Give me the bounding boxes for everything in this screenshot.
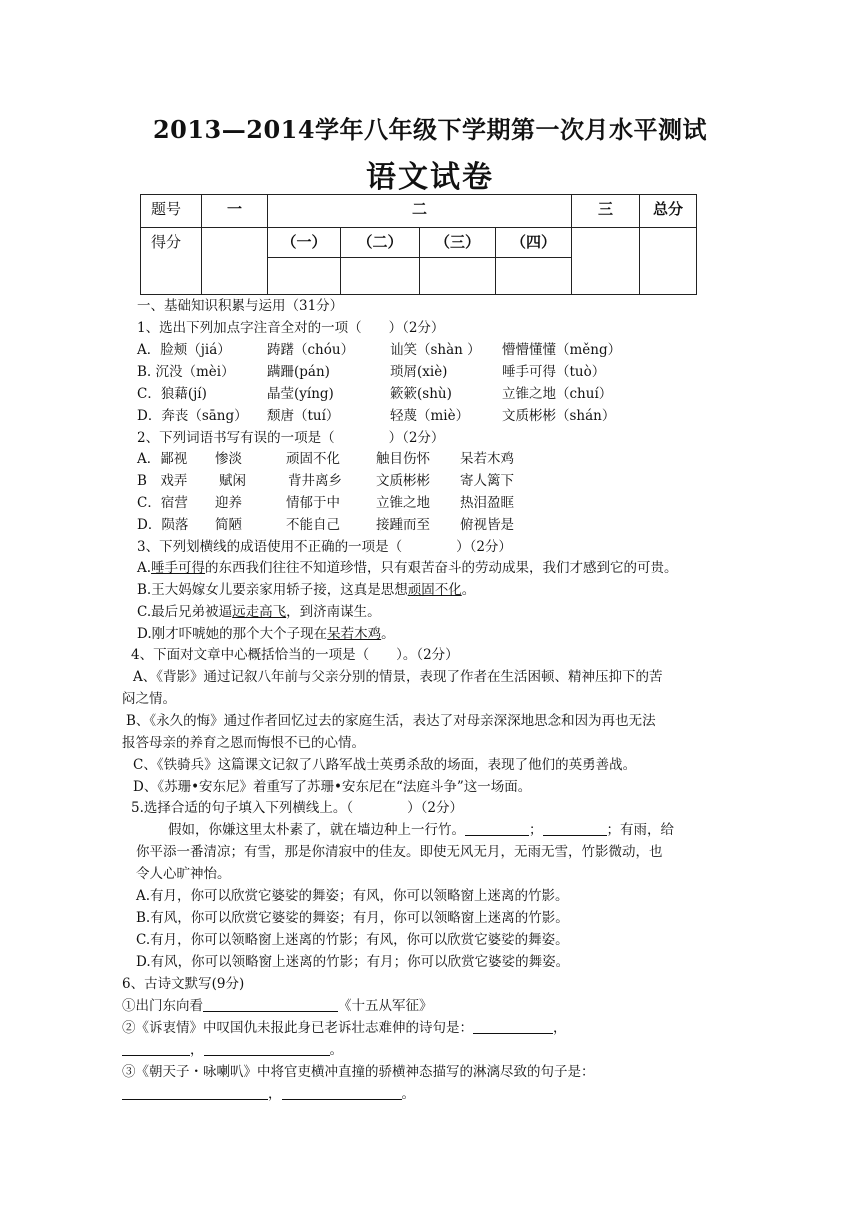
q3-option-c: C.最后兄弟被逼远走高飞，到济南谋生。	[137, 604, 381, 620]
q4-option-b-line2: 报答母亲的养育之恩而悔恨不已的心情。	[122, 735, 365, 751]
score-table-sub-3: （三）	[420, 228, 496, 258]
q1-c-3: 簌簌(shù)	[390, 386, 452, 402]
q2-c-1: C．宿营	[137, 495, 188, 511]
q1-c-2: 晶莹(yíng)	[267, 386, 334, 402]
exam-title: 2013—2014学年八年级下学期第一次月水平测试	[152, 115, 708, 144]
score-table-sub-1: （一）	[268, 228, 341, 258]
q2-a-3: 顽固不化	[286, 451, 340, 467]
q6-item-2-line2: ， 。	[122, 1041, 343, 1059]
q6-item-1: ①出门东向看 《十五从军征》	[122, 998, 433, 1014]
q2-d-3: 不能自己	[286, 517, 340, 533]
q1-a-4: 懵懵懂懂（měng）	[502, 342, 622, 358]
q1-b-1: B. 沉没（mèi）	[137, 364, 235, 380]
q1-b-2: 蹒跚(pán)	[267, 364, 330, 380]
score-table-sub-2: （二）	[341, 228, 420, 258]
score-table-header-1: 一	[202, 195, 268, 228]
q2-a-5: 呆若木鸡	[460, 451, 514, 467]
question-6-stem: 6、古诗文默写(9分)	[122, 976, 245, 992]
answer-blank[interactable]	[543, 821, 607, 836]
q1-a-3: 讪笑（shàn ）	[390, 342, 481, 358]
score-cell-3	[572, 228, 640, 295]
q5-option-a: A.有月，你可以欣赏它婆娑的舞姿；有风，你可以领略窗上迷离的竹影。	[136, 888, 569, 904]
q5-option-d: D.有风，你可以领略窗上迷离的竹影；有月；你可以欣赏它婆娑的舞姿。	[136, 954, 570, 970]
q2-c-3: 情郁于中	[286, 495, 340, 511]
q2-b-1: B 戏弄	[137, 473, 188, 489]
q4-option-c: C、《铁骑兵》这篇课文记叙了八路军战士英勇杀敌的场面，表现了他们的英勇善战。	[133, 757, 637, 773]
q2-d-5: 俯视皆是	[460, 517, 514, 533]
score-table-score-label: 得分	[141, 228, 202, 295]
answer-blank[interactable]	[473, 1019, 553, 1034]
q5-passage-line1: 假如，你嫌这里太朴素了，就在墙边种上一行竹。 ； ；有雨，给	[168, 822, 674, 838]
answer-blank[interactable]	[122, 1041, 190, 1056]
q2-b-4: 文质彬彬	[376, 473, 430, 489]
q1-d-4: 文质彬彬（shán）	[502, 408, 616, 424]
score-cell-2-1	[268, 258, 341, 295]
q1-d-3: 轻蔑（miè）	[390, 408, 470, 424]
q6-item-3-line1: ③《朝天子・咏喇叭》中将官吏横冲直撞的骄横神态描写的淋漓尽致的句子是：	[122, 1064, 595, 1080]
question-4-stem: 4、下面对文章中心概括恰当的一项是（ ）。（2分）	[131, 647, 459, 663]
section-heading: 一、基础知识积累与运用（31分）	[137, 298, 344, 314]
q2-c-2: 迎养	[215, 495, 242, 511]
score-table-header-3: 三	[572, 195, 640, 228]
q2-b-3: 背井离乡	[288, 473, 342, 489]
q4-option-a-line2: 闷之情。	[122, 691, 176, 707]
q1-a-1: A．脸颊（jiá）	[137, 342, 231, 358]
score-table	[140, 194, 697, 295]
q5-passage-line2: 你平添一番清凉；有雪，那是你清寂中的佳友。即使无风无月，无雨无雪，竹影微动，也	[136, 844, 663, 860]
q2-c-4: 立锥之地	[376, 495, 430, 511]
score-cell-1	[202, 228, 268, 295]
q4-option-a-line1: A、《背影》通过记叙八年前与父亲分别的情景，表现了作者在生活困顿、精神压抑下的苦	[133, 669, 663, 685]
score-cell-2-3	[420, 258, 496, 295]
exam-subtitle: 语文试卷	[366, 160, 494, 195]
answer-blank[interactable]	[204, 1041, 330, 1056]
q1-d-1: D．奔丧（sāng）	[137, 408, 248, 424]
score-cell-total	[640, 228, 697, 295]
q1-d-2: 颓唐（tuí）	[267, 408, 340, 424]
score-table-header-num: 题号	[141, 195, 202, 228]
score-table-sub-4: （四）	[496, 228, 572, 258]
answer-blank[interactable]	[282, 1085, 402, 1100]
q1-b-3: 琐屑(xiè)	[390, 364, 448, 380]
q3-option-d: D.刚才吓唬她的那个大个子现在呆若木鸡。	[137, 626, 395, 642]
score-table-header-total: 总分	[640, 195, 697, 228]
q2-b-2: 赋闲	[219, 473, 246, 489]
q3-option-a: A.唾手可得的东西我们往往不知道珍惜，只有艰苦奋斗的劳动成果，我们才感到它的可贵。	[137, 560, 678, 576]
q5-option-c: C.有月，你可以领略窗上迷离的竹影；有风，你可以欣赏它婆娑的舞姿。	[136, 932, 569, 948]
score-cell-2-4	[496, 258, 572, 295]
q1-b-4: 唾手可得（tuò）	[502, 364, 606, 380]
q2-a-4: 触目伤怀	[376, 451, 430, 467]
q6-item-3-line2: ， 。	[122, 1085, 415, 1103]
q4-option-d: D、《苏珊•安东尼》着重写了苏珊•安东尼在“法庭斗争”这一场面。	[133, 779, 532, 795]
q1-a-2: 踌躇（chóu）	[267, 342, 355, 358]
q2-d-1: D．陨落	[137, 517, 189, 533]
q5-passage-line3: 令人心旷神怡。	[136, 866, 231, 882]
score-cell-2-2	[341, 258, 420, 295]
question-1-stem: 1、选出下列加点字注音全对的一项（ ）（2分）	[137, 320, 445, 336]
q5-option-b: B.有风，你可以欣赏它婆娑的舞姿；有月，你可以领略窗上迷离的竹影。	[136, 910, 569, 926]
q2-b-5: 寄人篱下	[460, 473, 514, 489]
question-2-stem: 2、下列词语书写有误的一项是（ ）（2分）	[137, 430, 445, 446]
q4-option-b-line1: B、《永久的悔》通过作者回忆过去的家庭生活，表达了对母亲深深地思念和因为再也无法	[126, 713, 656, 729]
q2-d-2: 简陋	[215, 517, 242, 533]
answer-blank[interactable]	[203, 997, 338, 1012]
question-3-stem: 3、下列划横线的成语使用不正确的一项是（ ）（2分）	[137, 539, 512, 555]
q2-d-4: 接踵而至	[376, 517, 430, 533]
question-5-stem: 5.选择合适的句子填入下列横线上。（ ）（2分）	[131, 800, 463, 816]
q3-option-b: B.王大妈嫁女儿要亲家用轿子接，这真是思想顽固不化。	[137, 582, 476, 598]
q6-item-2-line1: ②《诉衷情》中叹国仇未报此身已老诉壮志难伸的诗句是： ，	[122, 1020, 567, 1036]
answer-blank[interactable]	[122, 1085, 268, 1100]
q2-a-1: A．鄙视	[137, 451, 188, 467]
q1-c-4: 立锥之地（chuí）	[502, 386, 613, 402]
q2-c-5: 热泪盈眶	[460, 495, 514, 511]
answer-blank[interactable]	[465, 821, 529, 836]
q1-c-1: C．狼藉(jí)	[137, 386, 207, 402]
score-table-header-2: 二	[268, 195, 572, 228]
q2-a-2: 惨淡	[215, 451, 242, 467]
